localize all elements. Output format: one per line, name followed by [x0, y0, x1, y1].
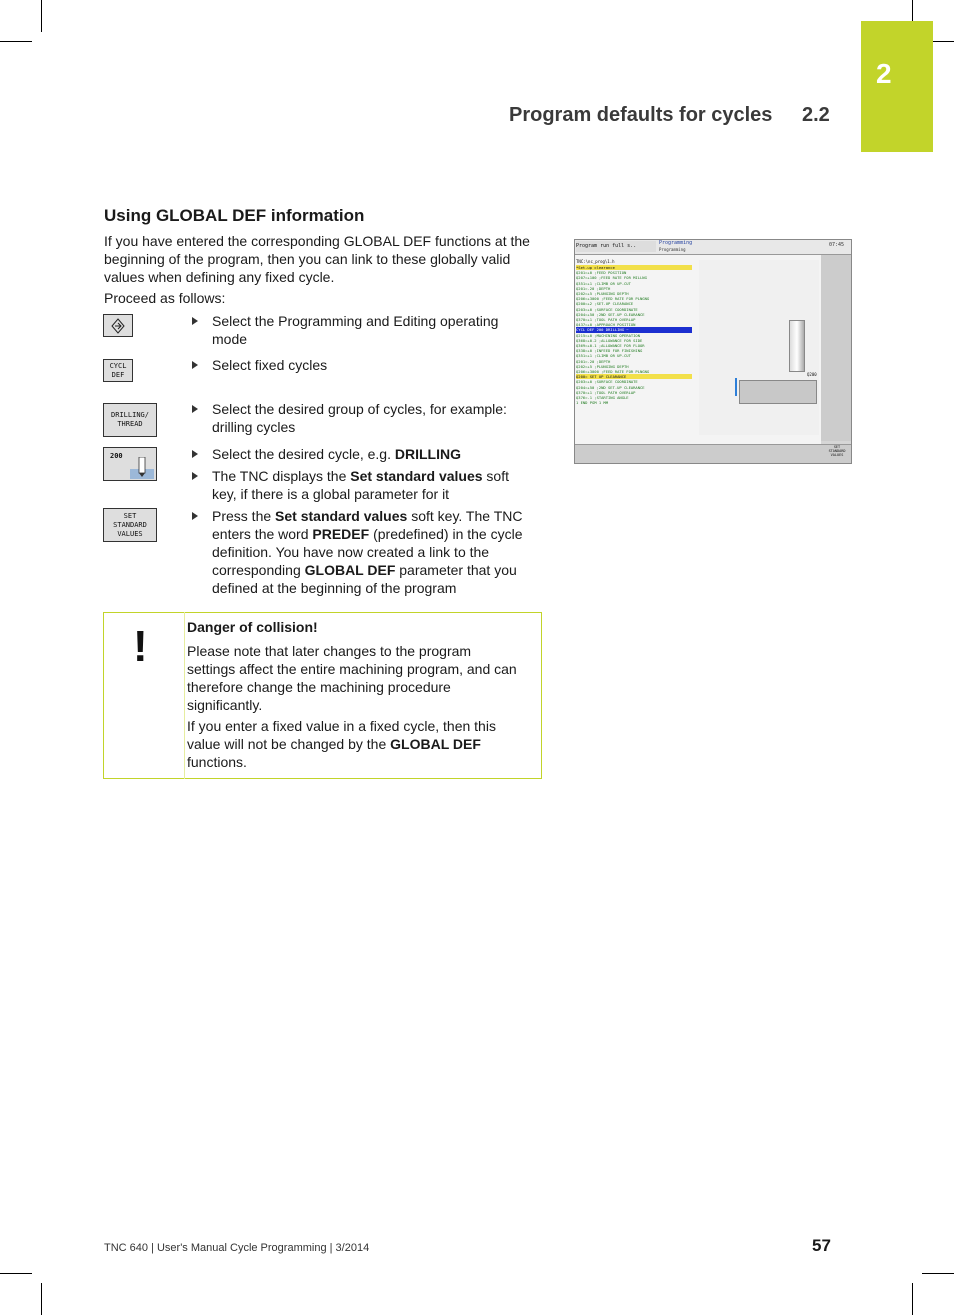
bullet-arrow-icon — [192, 317, 198, 325]
program-line: Q215=+0 ;MACHINING OPERATION — [576, 332, 641, 338]
program-line: Q203=+0 ;SURFACE COORDINATE — [576, 306, 638, 312]
warning-title: Danger of collision! — [187, 619, 318, 635]
bullet-arrow-icon — [192, 450, 198, 458]
section-title: Using GLOBAL DEF information — [104, 206, 365, 225]
program-line: Q201=-20 ;DEPTH — [576, 358, 611, 364]
tnc-screenshot — [574, 239, 852, 464]
page-number: 57 — [812, 1236, 831, 1255]
footer-text: TNC 640 | User's Manual Cycle Programming | 3/2014 — [104, 1242, 370, 1254]
program-line: Q370=+1 ;TOOL PATH OVERLAP — [576, 389, 636, 395]
running-header-section: 2.2 — [802, 104, 830, 126]
program-line: Q200=+2 ;SET-UP CLEARANCE — [576, 301, 634, 307]
set-standard-values-softkey: SET STANDARD VALUES — [103, 508, 157, 542]
crop-mark — [912, 1283, 913, 1315]
drilling-cycle-icon — [130, 457, 154, 479]
step-item: Press the Set standard values soft key. The TNC enters the word PREDEF (predefined) in the cycle definition. You have now created a link to the corresponding GLOBAL DEF parameter that you defined at the beginning of the program — [192, 507, 532, 597]
program-line: Q351=+1 ;CLIMB OR UP-CUT — [576, 280, 631, 286]
warning-paragraph: If you enter a fixed value in a fixed cycle, then this value will not be changed by the GLOBAL DEF functions. — [187, 718, 496, 770]
crop-mark — [41, 1283, 42, 1315]
cycle-200-label: 200 — [110, 452, 123, 460]
programming-mode-icon — [110, 318, 126, 334]
depth-indicator — [735, 378, 737, 396]
program-line: Q204=+50 ;2ND SET-UP CLEARANCE — [576, 311, 645, 317]
screen-softkey-column — [821, 255, 851, 441]
screen-clock: 07:45 — [829, 242, 845, 248]
program-line: Q206=+3000 ;FEED RATE FOR PLNGNG — [576, 296, 650, 302]
program-line: Q351=+1 ;CLIMB OR UP-CUT — [576, 353, 631, 359]
program-line: Q368=+0.2 ;ALLOWANCE FOR SIDE — [576, 337, 643, 343]
screen-tab-sub: Programming — [659, 247, 686, 252]
program-line: Q338=+0 ;INFEED FOR FINISHING — [576, 348, 643, 354]
cycle-200-softkey — [103, 447, 157, 481]
bullet-arrow-icon — [192, 512, 198, 520]
program-line: Q202=+5 ;PLUNGING DEPTH — [576, 291, 629, 297]
program-line: Q201=+0 ;FEED POSITION — [576, 270, 627, 276]
running-header-title: Program defaults for cycles — [509, 104, 773, 126]
program-line: Q202=+5 ;PLUNGING DEPTH — [576, 363, 629, 369]
program-line: *Set-up clearance — [576, 265, 692, 270]
crop-mark — [41, 0, 42, 32]
step-item: Select fixed cycles — [192, 356, 532, 374]
program-line: Q437=+0 ;APPROACH POSITION — [576, 322, 636, 328]
program-line: Q201=-20 ;DEPTH — [576, 285, 611, 291]
screen-tab-programming: Programming — [659, 240, 693, 246]
program-line: Q370=+1 ;TOOL PATH OVERLAP — [576, 317, 636, 323]
program-line: CYCL DEF 200 DRILLING ~ — [576, 327, 692, 332]
crop-mark — [0, 1273, 32, 1274]
intro-paragraph: If you have entered the corresponding GLOBAL DEF functions at the beginning of the program, then you can link to these globally valid values when defining any fixed cycle. — [104, 233, 530, 285]
drilling-thread-softkey: DRILLING/ THREAD — [103, 403, 157, 437]
exclamation-icon: ! — [133, 622, 148, 671]
proceed-paragraph: Proceed as follows: — [104, 290, 226, 306]
program-line: Q207=+100 ;FEED RATE FOR MILLNG — [576, 275, 647, 281]
programming-mode-key — [103, 314, 133, 337]
cycl-def-key: CYCL DEF — [103, 359, 133, 382]
screen-graphic-area — [699, 260, 819, 435]
screen-q-label: Q200 — [807, 372, 817, 377]
step-item: Select the Programming and Editing operating mode — [192, 312, 532, 348]
program-line: Q204=+50 ;2ND SET-UP CLEARANCE — [576, 384, 645, 390]
screen-softkey-row — [575, 444, 851, 464]
program-line: 1 END PGM 1 MM — [576, 400, 609, 406]
crop-mark — [922, 1273, 954, 1274]
screen-program-listing — [576, 265, 692, 405]
bullet-arrow-icon — [192, 405, 198, 413]
workpiece-graphic — [739, 380, 817, 404]
program-line: Q203=+0 ;SURFACE COORDINATE — [576, 379, 638, 385]
warning-divider — [184, 612, 185, 779]
step-item: The TNC displays the Set standard values soft key, if there is a global parameter for it — [192, 467, 532, 503]
step-item: Select the desired cycle, e.g. DRILLING — [192, 445, 532, 463]
program-line: Q376=-1 ;STARTING ANGLE — [576, 395, 629, 401]
crop-mark — [0, 41, 32, 42]
program-line: Q369=+0.1 ;ALLOWANCE FOR FLOOR — [576, 343, 645, 349]
screen-softkey-set-standard: SET STANDARD VALUES — [828, 445, 846, 457]
step-item: Select the desired group of cycles, for example: drilling cycles — [192, 400, 532, 436]
chapter-number: 2 — [876, 58, 892, 89]
screen-file-path: TNC:\nc_prog\1.h — [576, 259, 615, 264]
tool-graphic — [789, 320, 805, 372]
program-line: Q206=+3000 ;FEED RATE FOR PLNGNG — [576, 369, 650, 375]
program-line: Q200= SET UP CLEARANCE — [576, 374, 692, 379]
screen-tab-program-run: Program run full s.. — [576, 241, 656, 252]
chapter-tab — [861, 21, 933, 152]
bullet-arrow-icon — [192, 472, 198, 480]
warning-paragraph: Please note that later changes to the program settings affect the entire machining program, and can therefore change the machining procedure significantly. — [187, 643, 517, 713]
bullet-arrow-icon — [192, 361, 198, 369]
